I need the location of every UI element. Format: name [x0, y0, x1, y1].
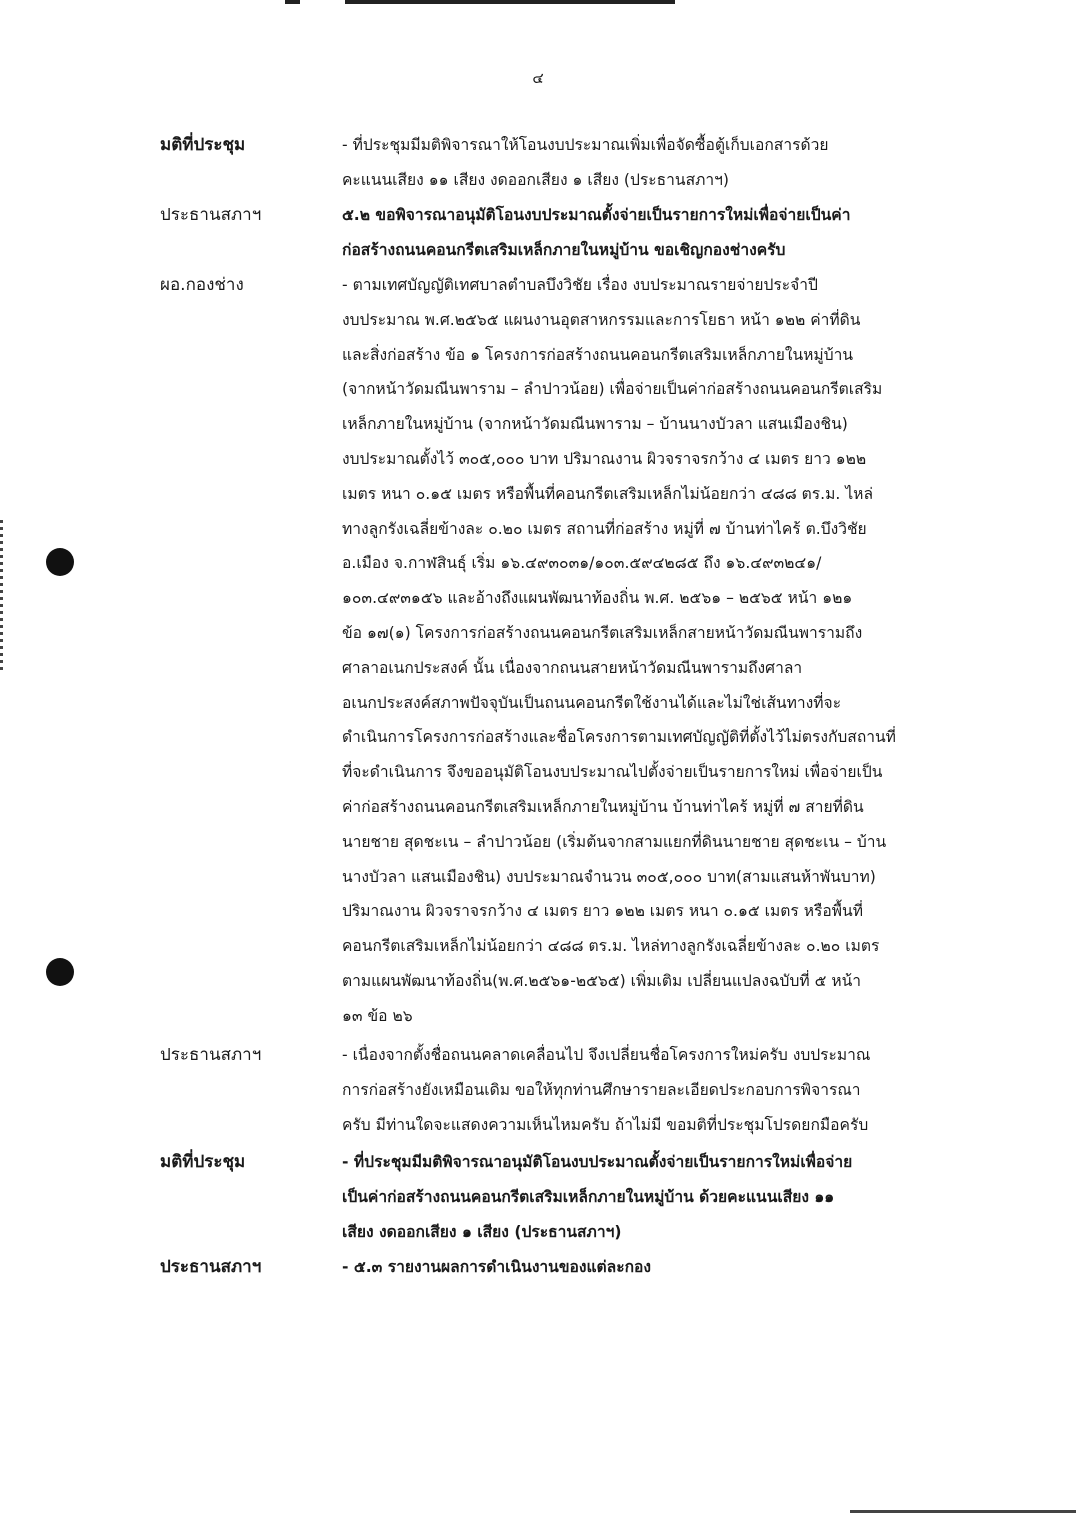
- punch-hole: [46, 958, 74, 986]
- text-line: ๕.๒ ขอพิจารณาอนุมัติโอนงบประมาณตั้งจ่ายเป็นรายการใหม่เพื่อจ่ายเป็นค่า: [342, 206, 851, 224]
- text-line: นายชาย สุดชะเน – ลำปาวน้อย (เริ่มต้นจากสามแยกที่ดินนายชาย สุดชะเน – บ้าน: [342, 832, 887, 851]
- scan-edge-mark: [850, 1510, 1076, 1513]
- page-number: ๔: [532, 69, 544, 87]
- text-line: - เนื่องจากตั้งชื่อถนนคลาดเคลื่อนไป จึงเปลี่ยนชื่อโครงการใหม่ครับ งบประมาณ: [342, 1046, 871, 1064]
- text-line: เสียง งดออกเสียง ๑ เสียง (ประธานสภาฯ): [342, 1222, 622, 1241]
- text-line: เหล็กภายในหมู่บ้าน (จากหน้าวัดมณีนพาราม – บ้านนางบัวลา แสนเมืองชิน): [342, 415, 848, 434]
- text-line: ศาลาอเนกประสงค์ นั้น เนื่องจากถนนสายหน้าวัดมณีนพารามถึงศาลา: [342, 658, 803, 677]
- text-line: ครับ มีท่านใดจะแสดงความเห็นไหมครับ ถ้าไม่มี ขอมติที่ประชุมโปรดยกมือครับ: [342, 1115, 869, 1134]
- speaker-label: ผอ.กองช่าง: [160, 275, 244, 295]
- text-line: ดำเนินการโครงการก่อสร้างและชื่อโครงการตามเทศบัญญัติที่ตั้งไว้ไม่ตรงกับสถานที่: [342, 728, 896, 747]
- text-line: ก่อสร้างถนนคอนกรีตเสริมเหล็กภายในหมู่บ้าน ขอเชิญกองช่างครับ: [342, 240, 786, 259]
- entry-text: [342, 1250, 932, 1285]
- text-line: คะแนนเสียง ๑๑ เสียง งดออกเสียง ๑ เสียง (ประธานสภาฯ): [342, 170, 729, 189]
- text-line: การก่อสร้างยังเหมือนเดิม ขอให้ทุกท่านศึกษารายละเอียดประกอบการพิจารณา: [342, 1080, 861, 1099]
- text-line: (จากหน้าวัดมณีนพาราม – ลำปาวน้อย) เพื่อจ่ายเป็นค่าก่อสร้างถนนคอนกรีตเสริม: [342, 380, 883, 399]
- scan-edge-mark: [345, 0, 675, 4]
- speaker-label: มติที่ประชุม: [160, 1152, 246, 1172]
- text-line: ที่จะดำเนินการ จึงขออนุมัติโอนงบประมาณไปตั้งจ่ายเป็นรายการใหม่ เพื่อจ่ายเป็น: [342, 763, 883, 782]
- text-line: - ๕.๓ รายงานผลการดำเนินงานของแต่ละกอง: [342, 1258, 652, 1276]
- text-line: เมตร หนา ๐.๑๕ เมตร หรือพื้นที่คอนกรีตเสริมเหล็กไม่น้อยกว่า ๔๘๘ ตร.ม. ไหล่: [342, 484, 874, 503]
- entry-text: [342, 1038, 932, 1142]
- text-line: ๑๓ ข้อ ๒๖: [342, 1006, 413, 1025]
- text-line: ทางลูกรังเฉลี่ยข้างละ ๐.๒๐ เมตร สถานที่ก่อสร้าง หมู่ที่ ๗ บ้านท่าไคร้ ต.บึงวิชัย: [342, 519, 867, 538]
- text-line: เป็นค่าก่อสร้างถนนคอนกรีตเสริมเหล็กภายในหมู่บ้าน ด้วยคะแนนเสียง ๑๑: [342, 1187, 835, 1206]
- text-line: และสิ่งก่อสร้าง ข้อ ๑ โครงการก่อสร้างถนนคอนกรีตเสริมเหล็กภายในหมู่บ้าน: [342, 345, 854, 364]
- entry-text: [342, 128, 932, 198]
- text-line: นางบัวลา แสนเมืองชิน) งบประมาณจำนวน ๓๐๕,๐๐๐ บาท(สามแสนห้าพันบาท): [342, 867, 876, 886]
- text-line: - ที่ประชุมมีมติพิจารณาให้โอนงบประมาณเพิ่มเพื่อจัดซื้อตู้เก็บเอกสารด้วย: [342, 136, 829, 154]
- entry-text: [342, 268, 932, 1034]
- text-line: - ที่ประชุมมีมติพิจารณาอนุมัติโอนงบประมาณตั้งจ่ายเป็นรายการใหม่เพื่อจ่าย: [342, 1153, 853, 1171]
- speaker-label: ประธานสภาฯ: [160, 1257, 262, 1277]
- scan-edge-mark: [0, 520, 3, 670]
- text-line: ค่าก่อสร้างถนนคอนกรีตเสริมเหล็กภายในหมู่บ้าน บ้านท่าไคร้ หมู่ที่ ๗ สายที่ดิน: [342, 797, 864, 816]
- text-line: คอนกรีตเสริมเหล็กไม่น้อยกว่า ๔๘๘ ตร.ม. ไหล่ทางลูกรังเฉลี่ยข้างละ ๐.๒๐ เมตร: [342, 937, 880, 956]
- text-line: อเนกประสงค์สภาพปัจจุบันเป็นถนนคอนกรีตใช้งานได้และไม่ใช่เส้นทางที่จะ: [342, 693, 842, 712]
- text-line: ๑๐๓.๔๙๓๑๕๖ และอ้างถึงแผนพัฒนาท้องถิ่น พ.ศ. ๒๕๖๑ – ๒๕๖๕ หน้า ๑๒๑: [342, 589, 853, 608]
- text-line: งบประมาณ พ.ศ.๒๕๖๕ แผนงานอุตสาหกรรมและการโยธา หน้า ๑๒๒ ค่าที่ดิน: [342, 310, 861, 329]
- speaker-label: มติที่ประชุม: [160, 135, 246, 155]
- scan-edge-mark: [285, 0, 300, 4]
- text-line: ปริมาณงาน ผิวจราจรกว้าง ๔ เมตร ยาว ๑๒๒ เมตร หนา ๐.๑๕ เมตร หรือพื้นที่: [342, 902, 863, 921]
- speaker-label: ประธานสภาฯ: [160, 205, 262, 225]
- punch-hole: [46, 548, 74, 576]
- text-line: อ.เมือง จ.กาฬสินธุ์ เริ่ม ๑๖.๔๙๓๐๓๑/๑๐๓.๕๙๔๒๘๕ ถึง ๑๖.๔๙๓๒๔๑/: [342, 554, 822, 573]
- text-line: งบประมาณตั้งไว้ ๓๐๕,๐๐๐ บาท ปริมาณงาน ผิวจราจรกว้าง ๔ เมตร ยาว ๑๒๒: [342, 449, 867, 468]
- speaker-label: ประธานสภาฯ: [160, 1045, 262, 1065]
- entry-text: [342, 198, 932, 268]
- text-line: ตามแผนพัฒนาท้องถิ่น(พ.ศ.๒๕๖๑-๒๕๖๕) เพิ่มเติม เปลี่ยนแปลงฉบับที่ ๕ หน้า: [342, 971, 862, 990]
- entry-text: [342, 1145, 932, 1249]
- text-line: ข้อ ๑๗(๑) โครงการก่อสร้างถนนคอนกรีตเสริมเหล็กสายหน้าวัดมณีนพารามถึง: [342, 623, 863, 642]
- text-line: - ตามเทศบัญญัติเทศบาลตำบลบึงวิชัย เรื่อง งบประมาณรายจ่ายประจำปี: [342, 276, 818, 294]
